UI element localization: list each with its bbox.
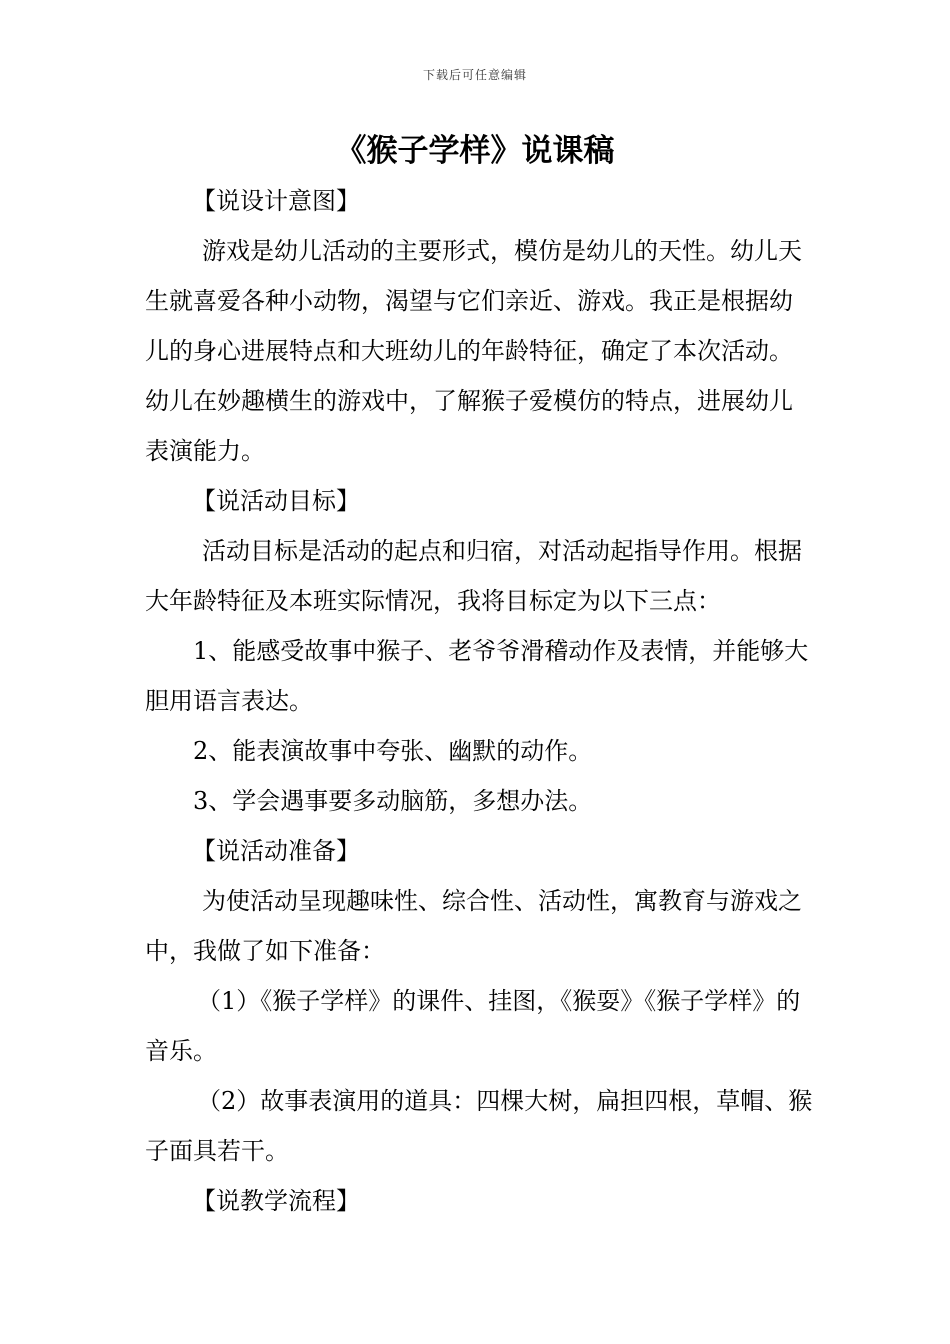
preparation-item-1: （1）《猴子学样》的课件、挂图，《猴耍》《猴子学样》的音乐。 xyxy=(145,987,801,1065)
document-body xyxy=(145,176,815,1226)
goal-item-2: 2、能表演故事中夸张、幽默的动作。 xyxy=(193,737,593,765)
section-heading-preparation: 【说活动准备】 xyxy=(192,837,360,865)
section-heading-design-intent: 【说设计意图】 xyxy=(192,187,360,215)
document-title: 《猴子学样》说课稿 xyxy=(335,133,615,169)
header-note: 下载后可任意编辑 xyxy=(422,68,527,82)
design-intent-paragraph: 游戏是幼儿活动的主要形式，模仿是幼儿的天性。幼儿天生就喜爱各种小动物，渴望与它们亲近、游戏。我正是根据幼儿的身心进展特点和大班幼儿的年龄特征，确定了本次活动。幼儿在妙趣横生的游戏中，了解猴子爱模仿的特点，进展幼儿表演能力。 xyxy=(145,237,802,465)
preparation-item-2: （2）故事表演用的道具：四棵大树，扁担四根，草帽、猴子面具若干。 xyxy=(145,1087,813,1165)
goal-item-1: 1、能感受故事中猴子、老爷爷滑稽动作及表情，并能够大胆用语言表达。 xyxy=(145,637,809,715)
section-heading-goals: 【说活动目标】 xyxy=(192,487,360,515)
goal-item-3: 3、学会遇事要多动脑筋，多想办法。 xyxy=(193,787,593,815)
preparation-paragraph: 为使活动呈现趣味性、综合性、活动性，寓教育与游戏之中，我做了如下准备： xyxy=(145,887,802,965)
goals-paragraph: 活动目标是活动的起点和归宿，对活动起指导作用。根据大年龄特征及本班实际情况，我将目标定为以下三点： xyxy=(145,537,802,615)
section-heading-process: 【说教学流程】 xyxy=(192,1187,360,1215)
